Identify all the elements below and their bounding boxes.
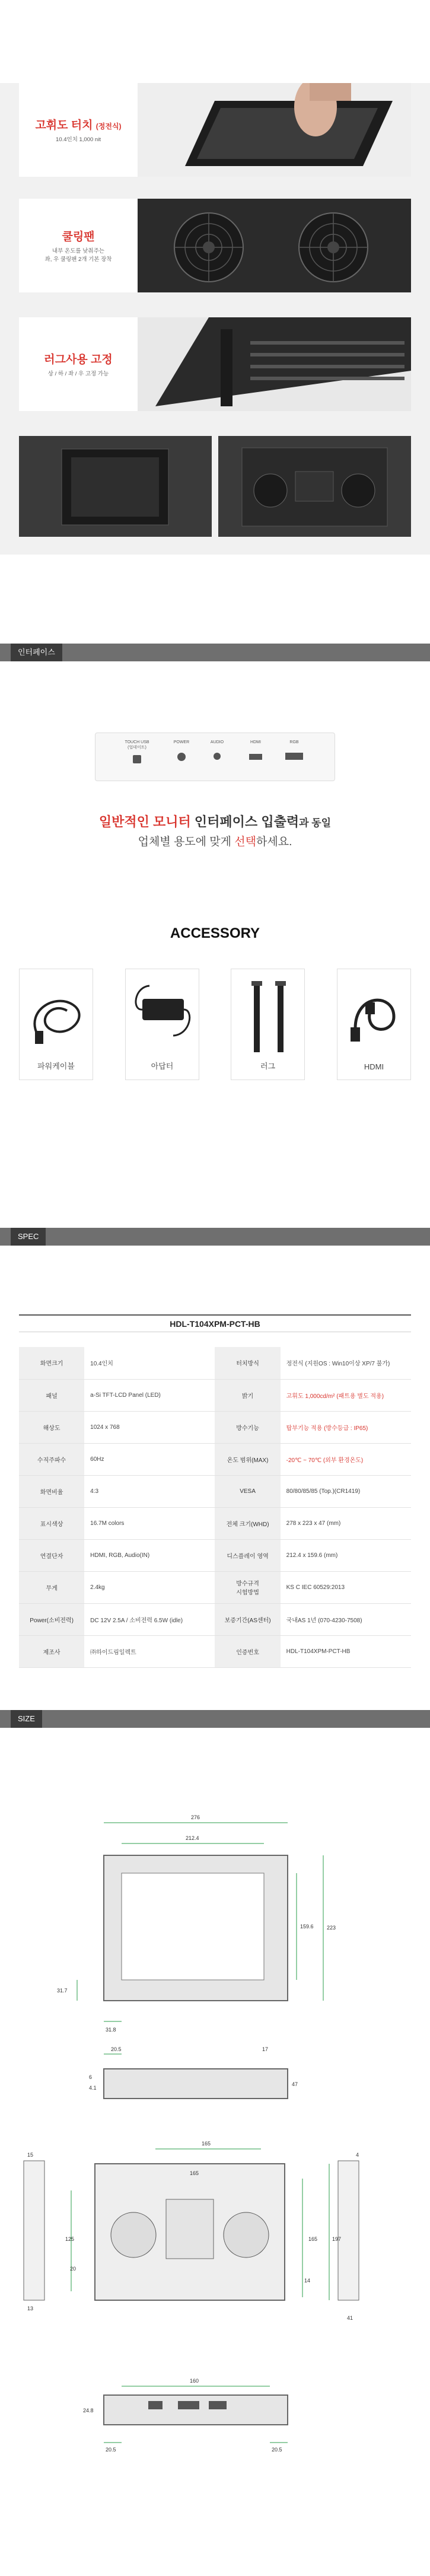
accessory-power-cable: 파워케이블	[19, 969, 93, 1080]
front-display-width-label: 212.4	[186, 1835, 199, 1841]
svg-text:165: 165	[202, 2141, 211, 2147]
svg-text:4: 4	[356, 2152, 359, 2158]
front-display-height-label: 159.6	[300, 1924, 314, 1929]
front-image	[19, 436, 212, 537]
spec-key: 터치방식	[215, 1347, 280, 1379]
size-section-bar	[0, 1710, 430, 1728]
svg-text:4.1: 4.1	[89, 2085, 97, 2091]
adapter-icon	[126, 969, 200, 1058]
interface-subline: 업체별 용도에 맞게 선택하세요.	[138, 836, 292, 848]
spec-value: 16.7M colors	[84, 1507, 215, 1539]
spec-value: 60Hz	[84, 1443, 215, 1475]
spec-value: 1024 x 768	[84, 1411, 215, 1443]
spec-row	[19, 1475, 411, 1507]
feature-subtitle: 10.4인치 1,000 nit	[56, 136, 101, 143]
spec-key: 전체 크기(WHD)	[215, 1507, 280, 1539]
spec-key: 제조사	[19, 1635, 84, 1667]
svg-text:20: 20	[70, 2266, 77, 2272]
accessory-adapter: 아답터	[125, 969, 199, 1080]
spec-value: 4:3	[84, 1475, 215, 1507]
feature-touch: 고휘도 터치 (정전식) 10.4인치 1,000 nit	[19, 83, 411, 177]
svg-text:20.5: 20.5	[111, 2046, 122, 2052]
spec-key: 밝기	[215, 1379, 280, 1411]
spec-value: 2.4kg	[84, 1571, 215, 1603]
touch-monitor-image	[138, 83, 411, 177]
feature-subtitle: 내부 온도를 낮춰주는 좌, 우 쿨링팬 2개 기본 장착	[44, 248, 112, 263]
section-tab: SPEC	[11, 1228, 46, 1246]
usb-port-icon	[133, 755, 141, 763]
spec-key: VESA	[215, 1475, 280, 1507]
svg-text:13: 13	[27, 2306, 34, 2311]
spec-model-title: HDL-T104XPM-PCT-HB	[19, 1314, 411, 1332]
svg-text:14: 14	[304, 2278, 311, 2284]
spec-key: 보증기간(AS센터)	[215, 1603, 280, 1635]
spec-key: 온도 범위(MAX)	[215, 1443, 280, 1475]
section-tab: 인터페이스	[11, 644, 62, 661]
spec-value: -20℃ ~ 70℃ (외부 환경온도)	[281, 1443, 411, 1475]
front-height-label: 223	[327, 1925, 336, 1931]
interface-headline: 일반적인 모니터 인터페이스 입출력과 동일	[98, 814, 332, 829]
bottom-view-drawing	[83, 2378, 288, 2453]
spec-row	[19, 1603, 411, 1635]
feature-cooling-fan	[19, 199, 411, 292]
feature-title: 고휘도 터치	[35, 119, 93, 132]
svg-text:125: 125	[65, 2236, 75, 2242]
spec-key: 디스플레이 영역	[215, 1539, 280, 1571]
front-bottom-margin-label: 31.7	[57, 1988, 68, 1994]
spec-row	[19, 1379, 411, 1411]
accessory-hdmi: HDMI	[337, 969, 411, 1080]
spec-value: ㈜하이드림일렉트	[84, 1635, 215, 1667]
spec-key: 화면크기	[19, 1347, 84, 1379]
feature-lug-fix	[19, 317, 411, 411]
feature-subtitle: 상 / 하 / 좌 / 우 고정 가능	[47, 370, 109, 377]
port-label: RGB	[289, 740, 299, 744]
interface-panel	[95, 733, 335, 781]
spec-value: 고휘도 1,000cd/m² (패트용 별도 적용)	[281, 1379, 411, 1411]
spec-row	[19, 1443, 411, 1475]
svg-text:24.8: 24.8	[83, 2408, 94, 2413]
accessory-title: ACCESSORY	[170, 925, 260, 941]
size-drawings	[0, 1799, 430, 2564]
spec-value: 정전식 (지원OS : Win10이상 XP/7 불가)	[281, 1347, 411, 1379]
spec-key: 무게	[19, 1571, 84, 1603]
spec-value: 탑부기능 적용 (방수등급 : IP65)	[281, 1411, 411, 1443]
front-width-label: 276	[191, 1814, 200, 1820]
spec-row	[19, 1347, 411, 1379]
spec-key: 방수기능	[215, 1411, 280, 1443]
features-section	[0, 0, 430, 555]
spec-row	[19, 1635, 411, 1667]
power-port-icon	[177, 753, 186, 761]
front-view-drawing	[57, 1814, 336, 2033]
spec-value: 212.4 x 159.6 (mm)	[281, 1539, 411, 1571]
feature-title: 쿨링팬	[62, 231, 95, 244]
spec-value: HDMI, RGB, Audio(IN)	[84, 1539, 215, 1571]
spec-key: 패널	[19, 1379, 84, 1411]
port-label: AUDIO	[210, 740, 224, 744]
lug-icon	[231, 969, 305, 1058]
front-left-margin-label: 31.8	[106, 2027, 116, 2033]
rear-image	[218, 436, 411, 537]
spec-table	[19, 1347, 411, 1668]
accessory-lug: 러그	[231, 969, 305, 1080]
spec-value: KS C IEC 60529:2013	[281, 1571, 411, 1603]
spec-value: 278 x 223 x 47 (mm)	[281, 1507, 411, 1539]
audio-port-icon	[214, 753, 221, 760]
svg-text:47: 47	[292, 2081, 298, 2087]
spec-section-bar	[0, 1228, 430, 1246]
svg-text:165: 165	[190, 2170, 199, 2176]
spec-key: 표시색상	[19, 1507, 84, 1539]
spec-key: 방수규격 시험방법	[215, 1571, 280, 1603]
hdmi-cable-icon	[337, 969, 412, 1058]
spec-key: 해상도	[19, 1411, 84, 1443]
spec-key: 연결단자	[19, 1539, 84, 1571]
power-cable-icon	[20, 969, 94, 1058]
spec-value: 80/80/85/85 (Top.)(CR1419)	[281, 1475, 411, 1507]
spec-key: 인증번호	[215, 1635, 280, 1667]
svg-text:20.5: 20.5	[272, 2447, 282, 2453]
feature-title: 러그사용 고정	[44, 353, 113, 366]
rear-view-drawing	[24, 2152, 359, 2321]
front-rear-images	[19, 436, 411, 537]
svg-text:41: 41	[347, 2315, 353, 2321]
spec-row	[19, 1507, 411, 1539]
spec-row	[19, 1411, 411, 1443]
spec-value: 국내AS 1년 (070-4230-7508)	[281, 1603, 411, 1635]
spec-row	[19, 1539, 411, 1571]
spec-key: 화면비율	[19, 1475, 84, 1507]
svg-text:15: 15	[27, 2152, 34, 2158]
spec-value: 10.4인치	[84, 1347, 215, 1379]
port-label: TOUCH USB (업데이트)	[125, 740, 149, 750]
interface-section-bar	[0, 644, 430, 661]
svg-text:197: 197	[332, 2236, 342, 2242]
lug-fix-image	[138, 317, 411, 411]
svg-text:20.5: 20.5	[106, 2447, 116, 2453]
spec-value: a-Si TFT-LCD Panel (LED)	[84, 1379, 215, 1411]
rgb-port-icon	[285, 753, 303, 760]
port-label: HDMI	[250, 740, 261, 744]
cooling-fan-image	[138, 199, 411, 292]
section-tab: SIZE	[11, 1710, 42, 1728]
svg-text:17: 17	[262, 2046, 269, 2052]
spec-value: DC 12V 2.5A / 소비전력 6.5W (idle)	[84, 1603, 215, 1635]
svg-text:160: 160	[190, 2378, 199, 2384]
spec-value: HDL-T104XPM-PCT-HB	[281, 1635, 411, 1667]
spec-key: Power(소비전력)	[19, 1603, 84, 1635]
hdmi-port-icon	[249, 754, 262, 760]
svg-text:6: 6	[89, 2074, 93, 2080]
top-view-drawing	[89, 2046, 298, 2149]
svg-text:165: 165	[308, 2236, 318, 2242]
port-label: POWER	[173, 740, 190, 744]
spec-key: 수직주파수	[19, 1443, 84, 1475]
spec-row	[19, 1571, 411, 1603]
